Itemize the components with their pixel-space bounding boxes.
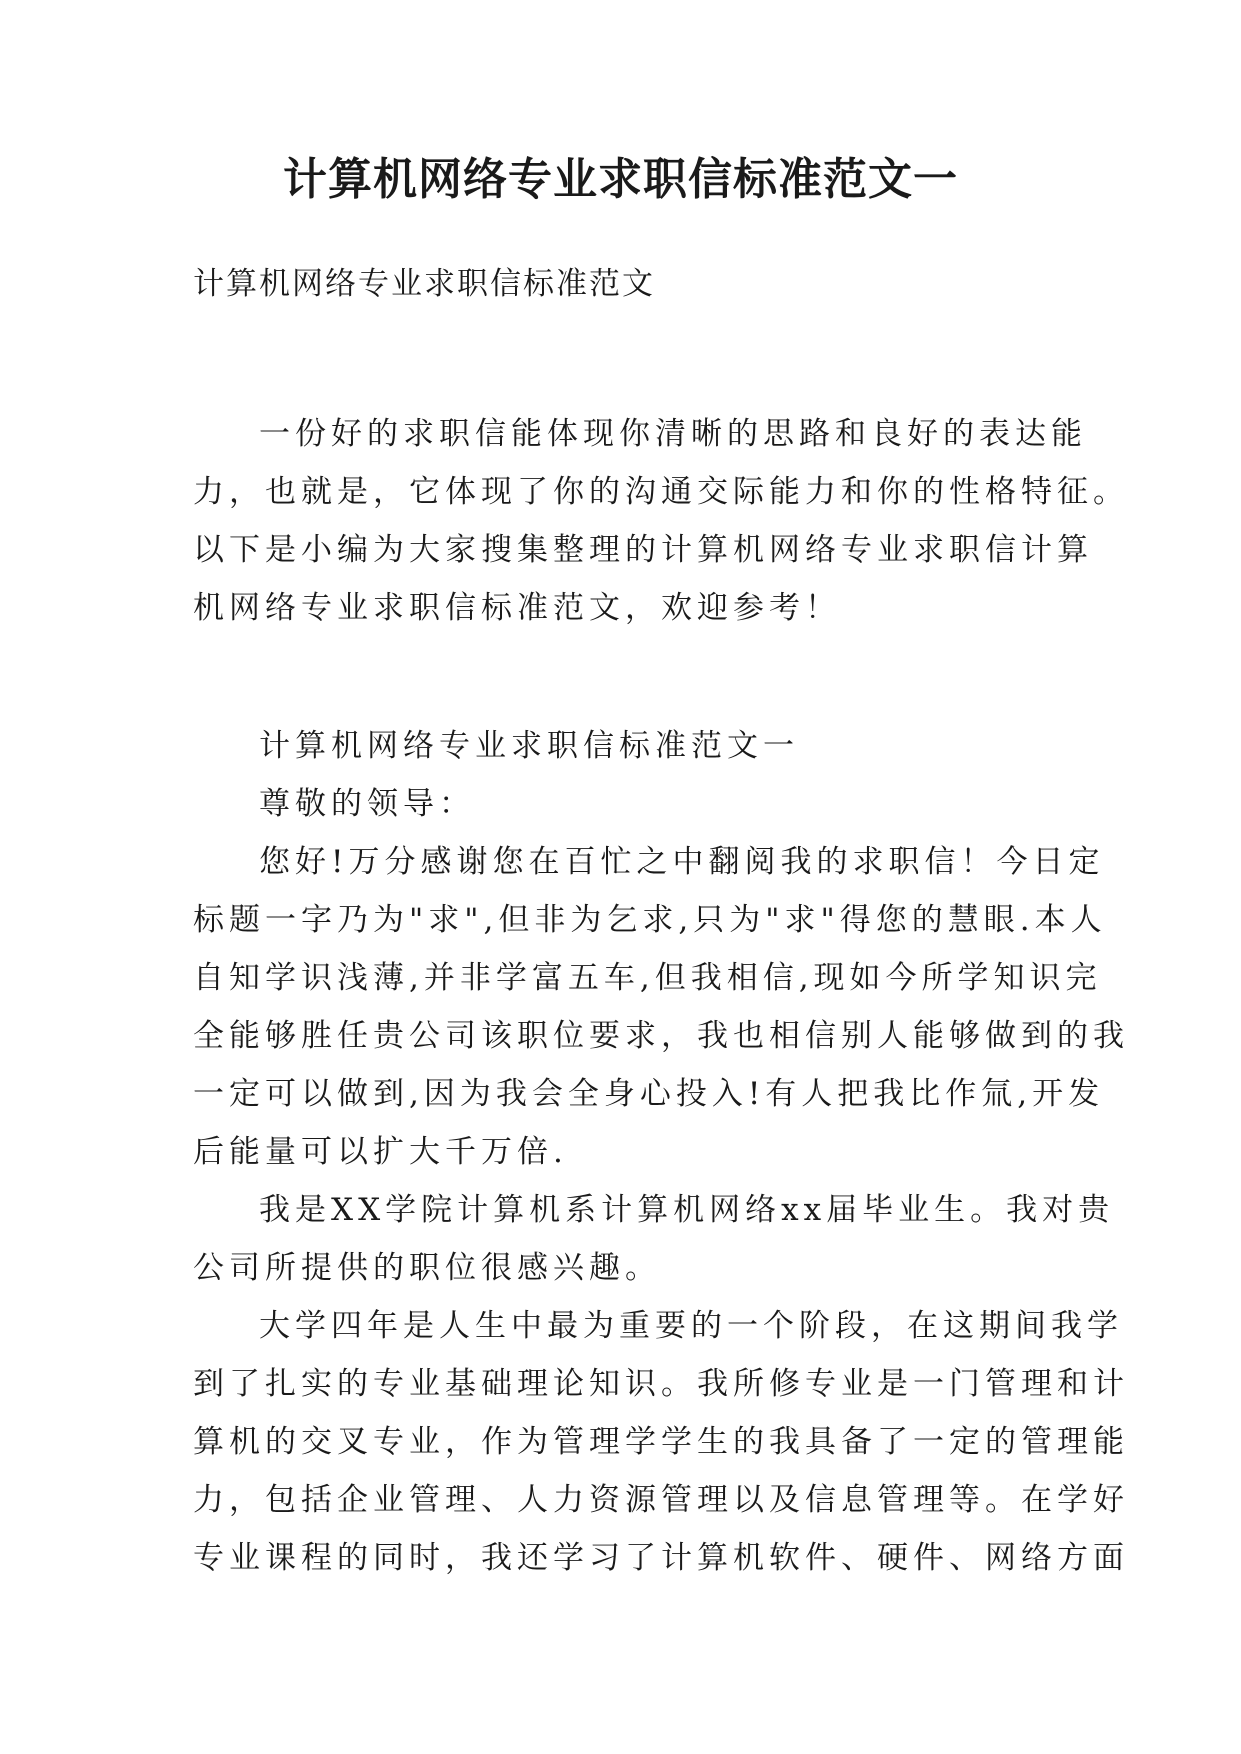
paragraph-line: 算机的交叉专业，作为管理学学生的我具备了一定的管理能 [193,1424,1129,1460]
document-subtitle: 计算机网络专业求职信标准范文 [193,266,655,302]
paragraph-line: 标题一字乃为"求",但非为乞求,只为"求"得您的慧眼.本人 [193,902,1107,938]
paragraph-line: 自知学识浅薄,并非学富五车,但我相信,现如今所学知识完 [193,960,1102,996]
intro-line: 力，也就是，它体现了你的沟通交际能力和你的性格特征。 [193,474,1129,510]
document-title: 计算机网络专业求职信标准范文一 [283,154,958,205]
paragraph-line: 后能量可以扩大千万倍. [193,1134,568,1170]
paragraph-gap [193,637,1063,717]
document-body [193,405,1129,1587]
paragraph-line: 到了扎实的专业基础理论知识。我所修专业是一门管理和计 [193,1366,1129,1402]
paragraph-line: 专业课程的同时，我还学习了计算机软件、硬件、网络方面 [193,1540,1129,1576]
letter-heading: 计算机网络专业求职信标准范文一 [259,728,799,764]
intro-line: 一份好的求职信能体现你清晰的思路和良好的表达能 [259,416,1087,452]
salutation: 尊敬的领导： [259,786,475,822]
intro-line: 机网络专业求职信标准范文，欢迎参考！ [193,590,841,626]
paragraph-line: 您好!万分感谢您在百忙之中翻阅我的求职信！今日定 [259,844,1105,880]
paragraph-line: 大学四年是人生中最为重要的一个阶段，在这期间我学 [259,1308,1123,1344]
paragraph-line: 一定可以做到,因为我会全身心投入!有人把我比作氚,开发 [193,1076,1105,1112]
paragraph-line: 我是XX学院计算机系计算机网络xx届毕业生。我对贵 [259,1192,1115,1228]
intro-line: 以下是小编为大家搜集整理的计算机网络专业求职信计算 [193,532,1093,568]
paragraph-line: 公司所提供的职位很感兴趣。 [193,1250,661,1286]
paragraph-line: 力，包括企业管理、人力资源管理以及信息管理等。在学好 [193,1482,1129,1518]
paragraph-line: 全能够胜任贵公司该职位要求，我也相信别人能够做到的我 [193,1018,1129,1054]
